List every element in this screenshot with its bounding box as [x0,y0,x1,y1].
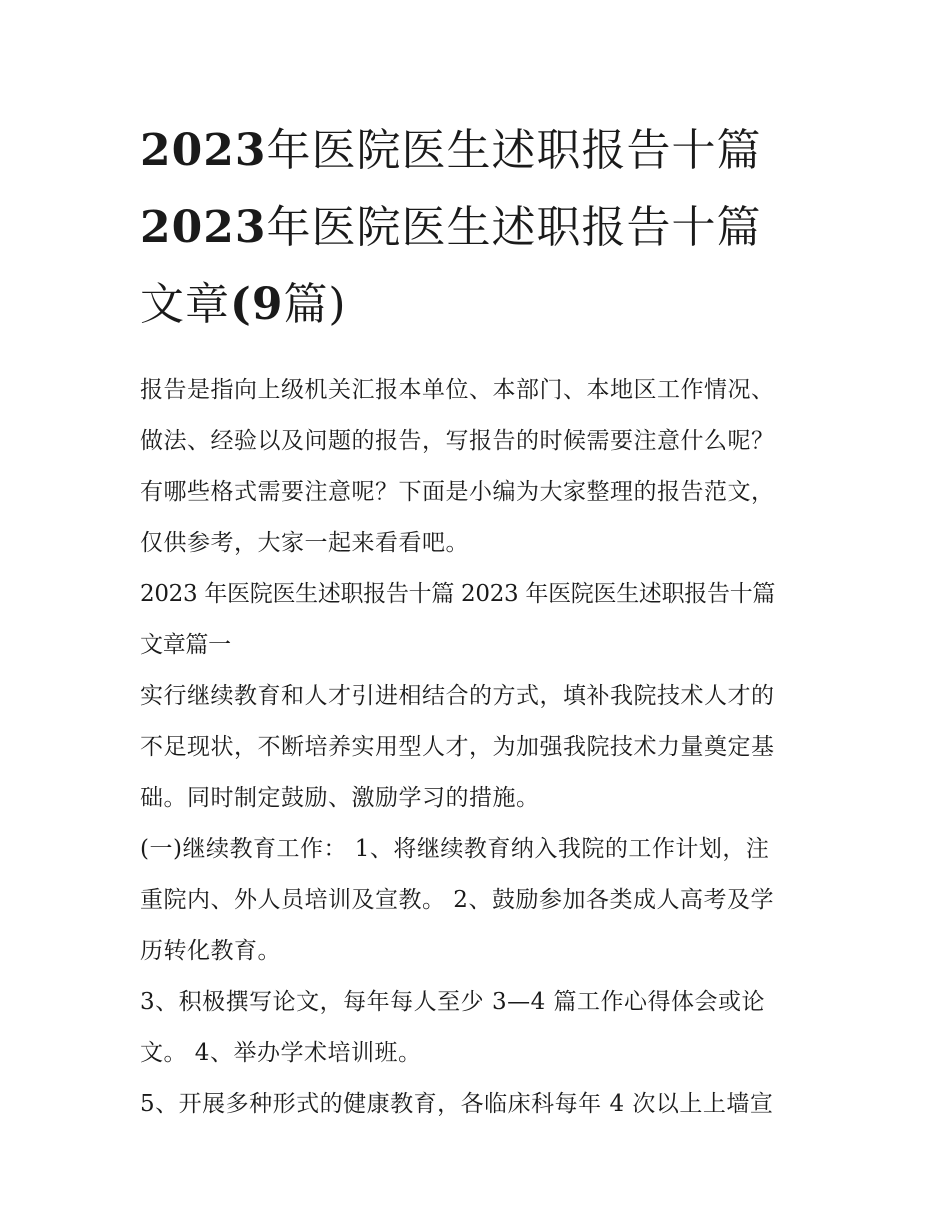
text-line: 实行继续教育和人才引进相结合的方式，填补我院技术人才的 [140,683,775,709]
body-paragraph [140,977,820,1079]
section-heading [140,569,820,671]
text-line: 础。同时制定鼓励、激励学习的措施。 [140,785,540,811]
title-text: 篇) [283,279,347,330]
title-line [140,189,820,266]
title-year: 2023 [140,202,267,253]
body-paragraph [140,671,820,824]
title-text: 年医院医生述职报告十篇 [266,202,762,253]
document-page [140,112,820,1130]
text-line: 历转化教育。 [140,938,281,964]
title-text: 文章 [140,279,230,330]
text-line: 重院内、外人员培训及宣教。 2、鼓励参加各类成人高考及学 [140,887,774,913]
text-line: 报告是指向上级机关汇报本单位、本部门、本地区工作情况、 [140,377,775,403]
title-line [140,112,820,189]
intro-paragraph [140,365,820,569]
text-line: 文。 4、举办学术培训班。 [140,1040,422,1066]
body-paragraph [140,1079,820,1130]
text-line: 仅供参考，大家一起来看看吧。 [140,530,469,556]
text-line: 不足现状，不断培养实用型人才，为加强我院技术力量奠定基 [140,734,775,760]
title-year: 2023 [140,125,267,176]
title-text: 年医院医生述职报告十篇 [266,125,762,176]
text-line: 做法、经验以及问题的报告，写报告的时候需要注意什么呢？ [140,428,775,454]
title-count: (9 [230,279,284,330]
body-paragraph [140,824,820,977]
document-title [140,112,820,343]
text-line: 3、积极撰写论文，每年每人至少 3—4 篇工作心得体会或论 [140,989,766,1015]
title-line [140,266,820,343]
text-line: 2023 年医院医生述职报告十篇 2023 年医院医生述职报告十篇 [140,581,776,607]
text-line: 有哪些格式需要注意呢？下面是小编为大家整理的报告范文， [140,479,775,505]
text-line: (一)继续教育工作： 1、将继续教育纳入我院的工作计划，注 [140,836,770,862]
document-body [140,365,820,1130]
text-line: 5、开展多种形式的健康教育，各临床科每年 4 次以上上墙宣 [140,1091,774,1117]
text-line: 文章篇一 [140,632,231,658]
